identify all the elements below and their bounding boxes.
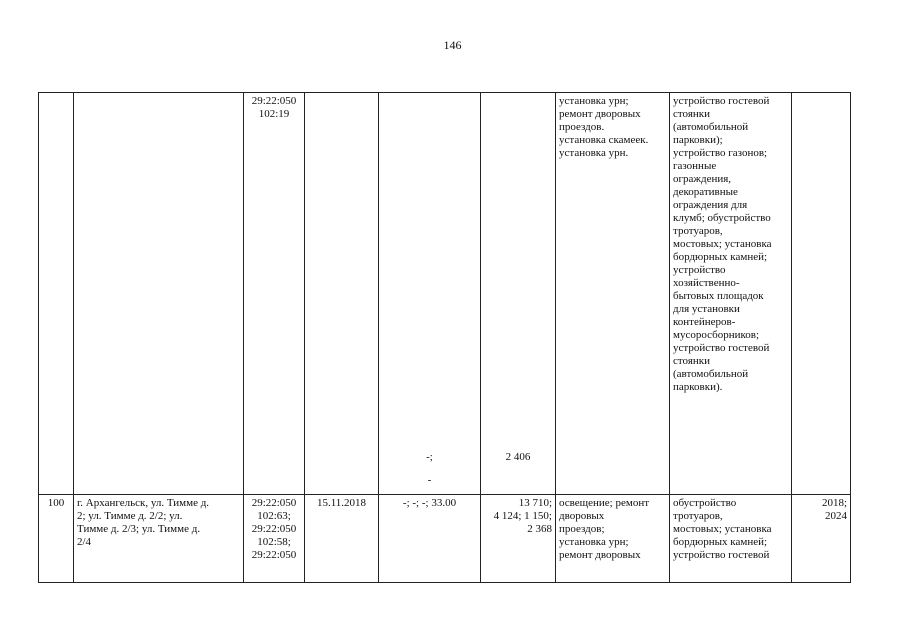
area-main-text: -; — [426, 451, 433, 463]
value-text: 2 406 — [505, 451, 531, 463]
years-cell — [792, 93, 851, 495]
page-number: 146 — [443, 38, 462, 52]
works-2024-cell: обустройство тротуаров, мостовых; установка бордюрных камней; устройство гостевой — [670, 495, 792, 583]
works-2024-cell: устройство гостевой стоянки (автомобильной парковки); устройство газонов; газонные ограждения, декоративные ограждения для клумб; обустройство тротуаров, мостовых; установка бордюрных камней; устройство хозяйственно- бытовых площадок для установки контейнеров- мусоросборников; устройство гостевой стоянки (автомобильной парковки). — [670, 93, 792, 495]
area-cell — [379, 93, 481, 495]
data-table — [38, 92, 851, 583]
works-2018-cell: установка урн; ремонт дворовых проездов. установка скамеек. установка урн. — [556, 93, 670, 495]
table-row — [39, 93, 851, 495]
date-cell: 15.11.2018 — [305, 495, 379, 583]
works-2018-cell: освещение; ремонт дворовых проездов; установка урн; ремонт дворовых — [556, 495, 670, 583]
area-cell: -; -; -; 33.00 — [379, 495, 481, 583]
area-sub-text: - — [427, 474, 432, 486]
row-number-cell: 100 — [39, 495, 74, 583]
years-cell: 2018; 2024 — [792, 495, 851, 583]
cadastral-number-cell: 29:22:050 102:63; 29:22:050 102:58; 29:22:050 — [244, 495, 305, 583]
date-cell — [305, 93, 379, 495]
row-number-cell — [39, 93, 74, 495]
cadastral-number-cell: 29:22:050 102:19 — [244, 93, 305, 495]
table-row — [39, 495, 851, 583]
address-cell — [74, 93, 244, 495]
address-cell: г. Архангельск, ул. Тимме д. 2; ул. Тимме д. 2/2; ул. Тимме д. 2/3; ул. Тимме д. 2/4 — [74, 495, 244, 583]
value-cell — [481, 93, 556, 495]
value-cell: 13 710; 4 124; 1 150; 2 368 — [481, 495, 556, 583]
